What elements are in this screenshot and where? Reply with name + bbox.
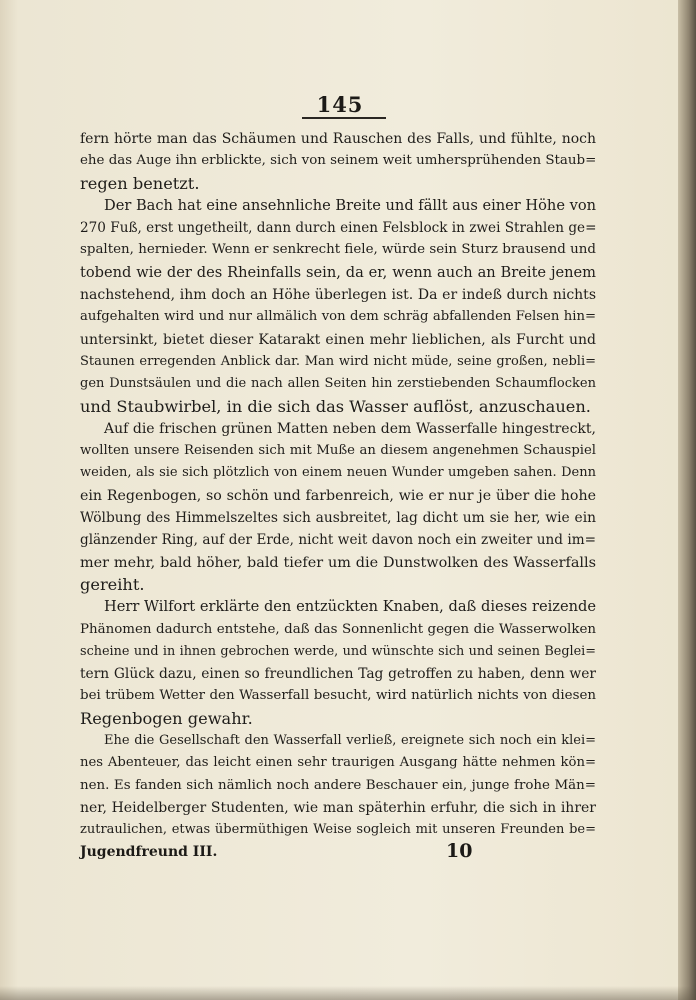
text-line: ehe das Auge ihn erblickte, sich von seinem weit umhersprühenden Staub=: [80, 153, 596, 169]
text-line: tobend wie der des Rheinfalls sein, da er, wenn auch an Breite jenem: [80, 263, 596, 281]
text-line: Regenbogen gewahr.: [80, 708, 253, 728]
page-bottom-shadow: [0, 986, 696, 1000]
text-line: Ehe die Gesellschaft den Wasserfall verließ, ereignete sich noch ein klei=: [104, 733, 596, 749]
text-line: untersinkt, bietet dieser Katarakt einen mehr lieblichen, als Furcht und: [80, 331, 596, 348]
body-text: [80, 128, 596, 842]
text-line: Herr Wilfort erklärte den entzückten Knaben, daß dieses reizende: [104, 598, 596, 616]
text-line: aufgehalten wird und nur allmälich von dem schräg abfallenden Felsen hin=: [80, 309, 596, 325]
text-line: bei trübem Wetter den Wasserfall besucht, wird natürlich nichts von diesen: [80, 688, 596, 704]
text-line: glänzender Ring, auf der Erde, nicht weit davon noch ein zweiter und im=: [80, 532, 596, 549]
text-line: 270 Fuß, erst ungetheilt, dann durch einen Felsblock in zwei Strahlen ge=: [80, 220, 596, 237]
page-number: 145: [316, 92, 364, 117]
text-line: fern hörte man das Schäumen und Rauschen des Falls, und fühlte, noch: [80, 131, 596, 147]
text-line: nes Abenteuer, das leicht einen sehr traurigen Ausgang hätte nehmen kön=: [80, 755, 596, 771]
text-line: weiden, als sie sich plötzlich von einem neuen Wunder umgeben sahen. Denn: [80, 465, 596, 481]
text-line: ein Regenbogen, so schön und farbenreich, wie er nur je über die hohe: [80, 487, 596, 504]
text-line: Der Bach hat eine ansehnliche Breite und fällt aus einer Höhe von: [104, 196, 596, 214]
text-line: gen Dunstsäulen und die nach allen Seiten hin zerstiebenden Schaumflocken: [80, 376, 596, 392]
text-line: spalten, hernieder. Wenn er senkrecht fiele, würde sein Sturz brausend und: [80, 242, 596, 258]
text-line: Phänomen dadurch entstehe, daß das Sonnenlicht gegen die Wasserwolken: [80, 621, 596, 637]
footer: [80, 840, 600, 870]
text-line: scheine und in ihnen gebrochen werde, und wünschte sich und seinen Beglei=: [80, 643, 596, 659]
text-line: nachstehend, ihm doch an Höhe überlegen ist. Da er indeß durch nichts: [80, 287, 596, 304]
book-spine-edge: [678, 0, 696, 1000]
text-line: Wölbung des Himmelszeltes sich ausbreitet, lag dicht um sie her, wie ein: [80, 510, 596, 527]
text-line: mer mehr, bald höher, bald tiefer um die Dunstwolken des Wasserfalls: [80, 554, 596, 571]
text-line: ner, Heidelberger Studenten, wie man späterhin erfuhr, die sich in ihrer: [80, 799, 596, 816]
text-line: wollten unsere Reisenden sich mit Muße an diesem angenehmen Schauspiel: [80, 443, 596, 459]
signature-title: Jugendfreund III.: [80, 844, 218, 860]
signature-number: 10: [446, 840, 473, 862]
text-line: und Staubwirbel, in die sich das Wasser auflöst, anzuschauen.: [80, 396, 591, 416]
text-line: gereiht.: [80, 574, 145, 594]
header-rule: [302, 117, 386, 119]
text-line: regen benetzt.: [80, 173, 200, 193]
text-line: nen. Es fanden sich nämlich noch andere Beschauer ein, junge frohe Män=: [80, 777, 596, 793]
text-line: tern Glück dazu, einen so freundlichen Tag getroffen zu haben, denn wer: [80, 666, 596, 683]
text-line: Auf die frischen grünen Matten neben dem Wasserfalle hingestreckt,: [104, 420, 596, 437]
text-line: Staunen erregenden Anblick dar. Man wird nicht müde, seine großen, nebli=: [80, 353, 596, 369]
text-line: zutraulichen, etwas übermüthigen Weise sogleich mit unseren Freunden be=: [80, 822, 596, 838]
